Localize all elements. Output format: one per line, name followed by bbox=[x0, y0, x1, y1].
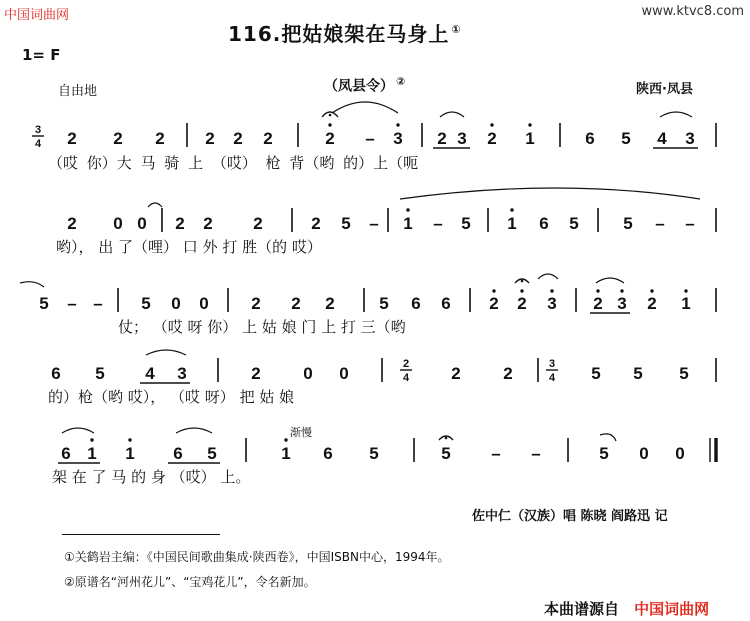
source-line bbox=[544, 598, 709, 619]
note: 5 bbox=[679, 364, 689, 383]
note: 5 bbox=[599, 444, 609, 463]
note: 1 bbox=[525, 129, 535, 148]
lyrics-line-1: （哎 你）大 马 骑 上 （哎） 枪 背（哟 的）上（呃 bbox=[48, 154, 419, 172]
note: 2 bbox=[311, 214, 321, 233]
song-title bbox=[228, 18, 462, 47]
note: 3 bbox=[393, 129, 403, 148]
lyrics-line-4: 的）枪（哟 哎）， （哎 呀） 把 姑 娘 bbox=[48, 388, 295, 406]
song-title-text: 116.把姑娘架在马身上 bbox=[228, 22, 450, 46]
note: 2 bbox=[251, 294, 261, 313]
origin-label: 陕西·凤县 bbox=[636, 82, 693, 97]
note: – bbox=[93, 294, 103, 313]
source-site: 中国词曲网 bbox=[634, 600, 710, 618]
note: 5 bbox=[141, 294, 151, 313]
note: 1 bbox=[125, 444, 135, 463]
note: 2 bbox=[253, 214, 263, 233]
note: 2 bbox=[487, 129, 497, 148]
note: 0 bbox=[137, 214, 147, 233]
note: 2 bbox=[451, 364, 461, 383]
note: 3 bbox=[685, 129, 695, 148]
note: 6 bbox=[441, 294, 451, 313]
note: 1 bbox=[281, 444, 291, 463]
note: 5 bbox=[369, 444, 379, 463]
note: 2 bbox=[251, 364, 261, 383]
time-sig-1-bottom: 4 bbox=[34, 138, 42, 150]
time-sig-2-bottom: 4 bbox=[402, 372, 410, 384]
rit-marking: 渐慢 bbox=[290, 426, 312, 439]
note: 2 bbox=[291, 294, 301, 313]
note: – bbox=[531, 444, 541, 463]
note: 2 bbox=[325, 129, 335, 148]
note: 2 bbox=[67, 129, 77, 148]
time-sig-3-bottom: 4 bbox=[548, 372, 556, 384]
lyrics-line-3: 仗； （哎 呀 你） 上 姑 娘 门 上 打 三（哟 bbox=[118, 318, 406, 336]
lyrics-line-2: 哟）， 出 了（哩） 口 外 打 胜（的 哎） bbox=[56, 238, 322, 256]
note: 2 bbox=[503, 364, 513, 383]
note: 3 bbox=[547, 294, 557, 313]
note: 0 bbox=[339, 364, 349, 383]
note: 1 bbox=[681, 294, 691, 313]
title-footnote-mark: ① bbox=[451, 23, 462, 37]
watermark-right: www.ktvc8.com bbox=[641, 4, 744, 19]
note: 2 bbox=[113, 129, 123, 148]
score-row-1 bbox=[32, 102, 716, 150]
footnote-2: ②原谱名“河州花儿”、“宝鸡花儿”，令名新加。 bbox=[64, 575, 316, 589]
tempo-marking: 自由地 bbox=[58, 84, 98, 99]
subtitle-footnote-mark: ② bbox=[396, 75, 406, 88]
note: 4 bbox=[657, 129, 667, 148]
watermark-left: 中国词曲网 bbox=[4, 8, 70, 23]
note: 0 bbox=[199, 294, 209, 313]
note: 4 bbox=[145, 364, 155, 383]
note: 5 bbox=[39, 294, 49, 313]
note: 6 bbox=[61, 444, 71, 463]
note: 6 bbox=[323, 444, 333, 463]
source-label: 本曲谱源自 bbox=[544, 600, 620, 618]
note: 2 bbox=[203, 214, 213, 233]
note: – bbox=[67, 294, 77, 313]
score-row-3 bbox=[20, 274, 716, 313]
note: – bbox=[655, 214, 665, 233]
note: 6 bbox=[539, 214, 549, 233]
note: 2 bbox=[489, 294, 499, 313]
note: 2 bbox=[437, 129, 447, 148]
note: 3 bbox=[457, 129, 467, 148]
note: – bbox=[433, 214, 443, 233]
note: 1 bbox=[507, 214, 517, 233]
note: 2 bbox=[155, 129, 165, 148]
note: – bbox=[369, 214, 379, 233]
score-row-2 bbox=[67, 188, 716, 233]
note: 5 bbox=[461, 214, 471, 233]
note: 5 bbox=[591, 364, 601, 383]
time-sig-2-top: 2 bbox=[402, 358, 410, 370]
note: 5 bbox=[95, 364, 105, 383]
note: 2 bbox=[67, 214, 77, 233]
footnote-1: ①关鹤岩主编：《中国民间歌曲集成·陕西卷》，中国ISBN中心，1994年。 bbox=[64, 550, 450, 564]
note: – bbox=[365, 129, 375, 148]
note: 2 bbox=[205, 129, 215, 148]
note: 0 bbox=[113, 214, 123, 233]
note: 5 bbox=[207, 444, 217, 463]
footnote-separator bbox=[62, 534, 220, 535]
note: 0 bbox=[171, 294, 181, 313]
subtitle-text: （凤县令） bbox=[324, 78, 394, 95]
note: 6 bbox=[585, 129, 595, 148]
note: 0 bbox=[675, 444, 685, 463]
note: 5 bbox=[633, 364, 643, 383]
note: 6 bbox=[173, 444, 183, 463]
note: 2 bbox=[647, 294, 657, 313]
note: – bbox=[491, 444, 501, 463]
note: 1 bbox=[87, 444, 97, 463]
score-row-4 bbox=[51, 350, 716, 384]
note: 6 bbox=[51, 364, 61, 383]
subtitle bbox=[324, 75, 405, 96]
note: 1 bbox=[403, 214, 413, 233]
note: 2 bbox=[517, 294, 527, 313]
note: 0 bbox=[639, 444, 649, 463]
note: 5 bbox=[379, 294, 389, 313]
note: 2 bbox=[233, 129, 243, 148]
time-sig-1-top: 3 bbox=[34, 124, 42, 136]
note: 0 bbox=[303, 364, 313, 383]
note: 5 bbox=[623, 214, 633, 233]
note: 2 bbox=[593, 294, 603, 313]
note: 3 bbox=[617, 294, 627, 313]
note: – bbox=[685, 214, 695, 233]
note: 5 bbox=[441, 444, 451, 463]
score-row-5 bbox=[58, 428, 716, 463]
note: 5 bbox=[569, 214, 579, 233]
note: 3 bbox=[177, 364, 187, 383]
performer-credit: 佐中仁（汉族）唱 陈晓 阎路迅 记 bbox=[472, 509, 668, 524]
lyrics-line-5: 架 在 了 马 的 身 （哎） 上。 bbox=[52, 468, 251, 486]
note: 2 bbox=[175, 214, 185, 233]
time-sig-3-top: 3 bbox=[548, 358, 556, 370]
note: 5 bbox=[621, 129, 631, 148]
note: 2 bbox=[325, 294, 335, 313]
note: 5 bbox=[341, 214, 351, 233]
key-signature: 1= F bbox=[22, 46, 61, 64]
note: 2 bbox=[263, 129, 273, 148]
note: 6 bbox=[411, 294, 421, 313]
